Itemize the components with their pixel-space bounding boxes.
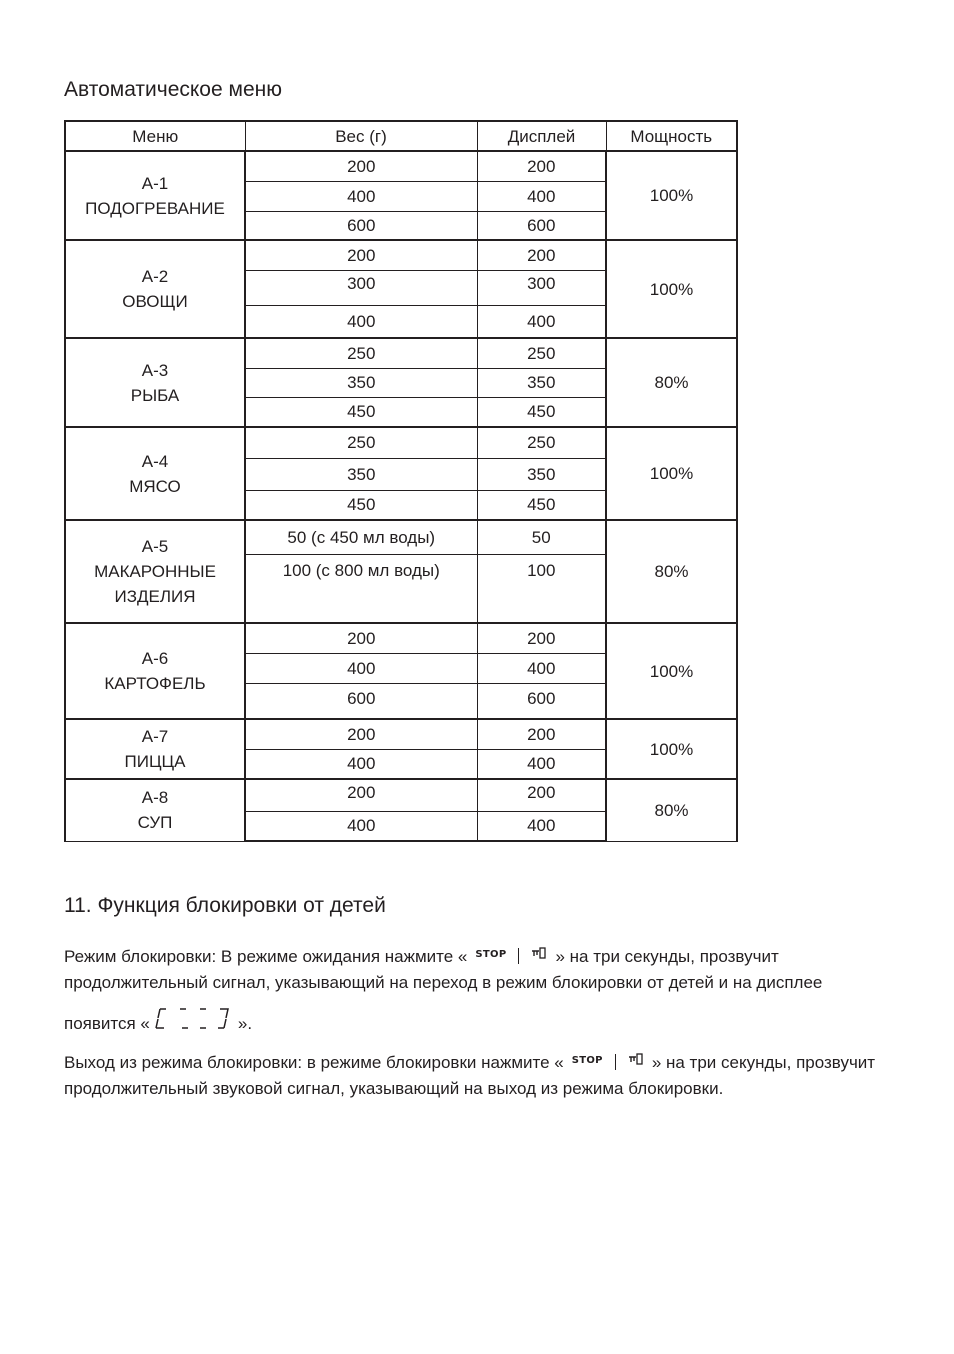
display-cell: 450 [477, 490, 606, 520]
weight-cell: 200 [245, 779, 477, 811]
table-row [65, 520, 737, 554]
display-cell: 600 [477, 683, 606, 719]
power-cell: 100% [606, 151, 737, 240]
lock-text-1: Режим блокировки: В режиме ожидания нажмите « [64, 947, 468, 966]
display-cell: 400 [477, 653, 606, 683]
display-cell: 200 [477, 779, 606, 811]
unlock-text-2: » на три секунды, прозвучит продолжительный звуковой сигнал, указывающий на выход из режима блокировки. [64, 1053, 876, 1099]
weight-cell: 400 [245, 811, 477, 841]
menu-code: А-4 [141, 451, 169, 471]
table-row [65, 427, 737, 458]
menu-code: А-2 [141, 267, 169, 286]
table-header-row [65, 121, 737, 151]
header-weight: Вес (г) [245, 121, 477, 151]
section-title: 11. Функция блокировки от детей [64, 894, 386, 917]
weight-cell: 600 [245, 211, 477, 240]
lock-icon [531, 942, 547, 967]
display-cell: 300 [477, 270, 606, 305]
header-menu: Меню [65, 121, 245, 151]
weight-cell: 250 [245, 338, 477, 368]
display-cell: 200 [477, 719, 606, 749]
display-cell: 400 [477, 811, 606, 841]
menu-name-cell [65, 779, 245, 841]
display-cell: 450 [477, 397, 606, 427]
table-row [65, 151, 737, 181]
weight-cell: 600 [245, 683, 477, 719]
menu-name-cell [65, 427, 245, 520]
display-cell: 600 [477, 211, 606, 240]
menu-code: А-5 [141, 537, 169, 556]
weight-cell: 200 [245, 623, 477, 653]
menu-code: А-7 [141, 727, 169, 746]
power-cell: 80% [606, 779, 737, 841]
unlock-paragraph [64, 1050, 894, 1101]
power-cell: 100% [606, 427, 737, 520]
weight-cell: 200 [245, 151, 477, 181]
power-cell: 100% [606, 623, 737, 719]
power-cell: 80% [606, 338, 737, 427]
menu-name: ПИЦЦА [124, 752, 186, 771]
display-cell: 50 [477, 520, 606, 554]
weight-cell: 400 [245, 653, 477, 683]
display-cell: 400 [477, 305, 606, 338]
weight-cell: 350 [245, 458, 477, 490]
weight-cell: 250 [245, 427, 477, 458]
weight-cell: 450 [245, 490, 477, 520]
menu-code: А-6 [141, 649, 169, 668]
display-cell: 200 [477, 623, 606, 653]
table-row [65, 240, 737, 270]
header-power: Мощность [606, 121, 737, 151]
page-title: Автоматическое меню [64, 78, 282, 101]
menu-name-cell [65, 623, 245, 719]
menu-name-cell [65, 719, 245, 779]
lock-paragraph [64, 944, 894, 995]
display-cell: 400 [477, 181, 606, 211]
dash-display-icon [154, 1006, 234, 1039]
power-cell: 100% [606, 719, 737, 779]
menu-name-cell [65, 338, 245, 427]
stop-button-icon: STOP [571, 1055, 603, 1067]
display-cell: 250 [477, 427, 606, 458]
menu-name-cell [65, 240, 245, 338]
display-cell: 350 [477, 458, 606, 490]
menu-name-cell [65, 520, 245, 623]
power-cell: 80% [606, 520, 737, 623]
weight-cell: 450 [245, 397, 477, 427]
header-display: Дисплей [477, 121, 606, 151]
weight-cell: 50 (с 450 мл воды) [245, 520, 477, 554]
table-row [65, 623, 737, 653]
display-cell: 350 [477, 368, 606, 397]
menu-name: ПОДОГРЕВАНИЕ [85, 198, 225, 218]
menu-name: СУП [137, 813, 173, 833]
stop-button-icon: STOP [475, 949, 507, 961]
separator-icon [615, 1054, 616, 1070]
power-cell: 100% [606, 240, 737, 338]
menu-code: А-3 [141, 360, 169, 380]
display-cell: 200 [477, 151, 606, 181]
lock-paragraph-end [64, 1008, 894, 1041]
weight-cell: 100 (с 800 мл воды) [245, 554, 477, 623]
unlock-text-1: Выход из режима блокировки: в режиме блокировки нажмите « [64, 1053, 564, 1072]
menu-name: КАРТОФЕЛЬ [104, 674, 206, 693]
table-row [65, 719, 737, 749]
display-cell: 250 [477, 338, 606, 368]
menu-name: МЯСО [129, 476, 181, 496]
display-cell: 400 [477, 749, 606, 779]
menu-code: А-1 [141, 173, 169, 193]
display-cell: 100 [477, 554, 606, 623]
lock-icon [628, 1048, 644, 1073]
menu-name-cell [65, 151, 245, 240]
table-row [65, 779, 737, 811]
lock-text-4: ». [237, 1013, 253, 1033]
menu-name: ОВОЩИ [122, 292, 188, 311]
menu-code: А-8 [141, 788, 169, 808]
menu-name: МАКАРОННЫЕ [94, 562, 216, 581]
weight-cell: 400 [245, 305, 477, 338]
weight-cell: 200 [245, 240, 477, 270]
menu-name-line2: ИЗДЕЛИЯ [114, 587, 196, 606]
weight-cell: 200 [245, 719, 477, 749]
weight-cell: 400 [245, 181, 477, 211]
auto-menu-table [64, 120, 738, 842]
lock-text-3: появится « [64, 1013, 150, 1033]
table-row [65, 338, 737, 368]
display-cell: 200 [477, 240, 606, 270]
lock-text-2: » на три секунды, прозвучит продолжительный сигнал, указывающий на переход в режим блокировки от детей и на дисплее [64, 947, 823, 993]
weight-cell: 350 [245, 368, 477, 397]
weight-cell: 300 [245, 270, 477, 305]
menu-name: РЫБА [130, 385, 180, 405]
separator-icon [518, 948, 519, 964]
weight-cell: 400 [245, 749, 477, 779]
